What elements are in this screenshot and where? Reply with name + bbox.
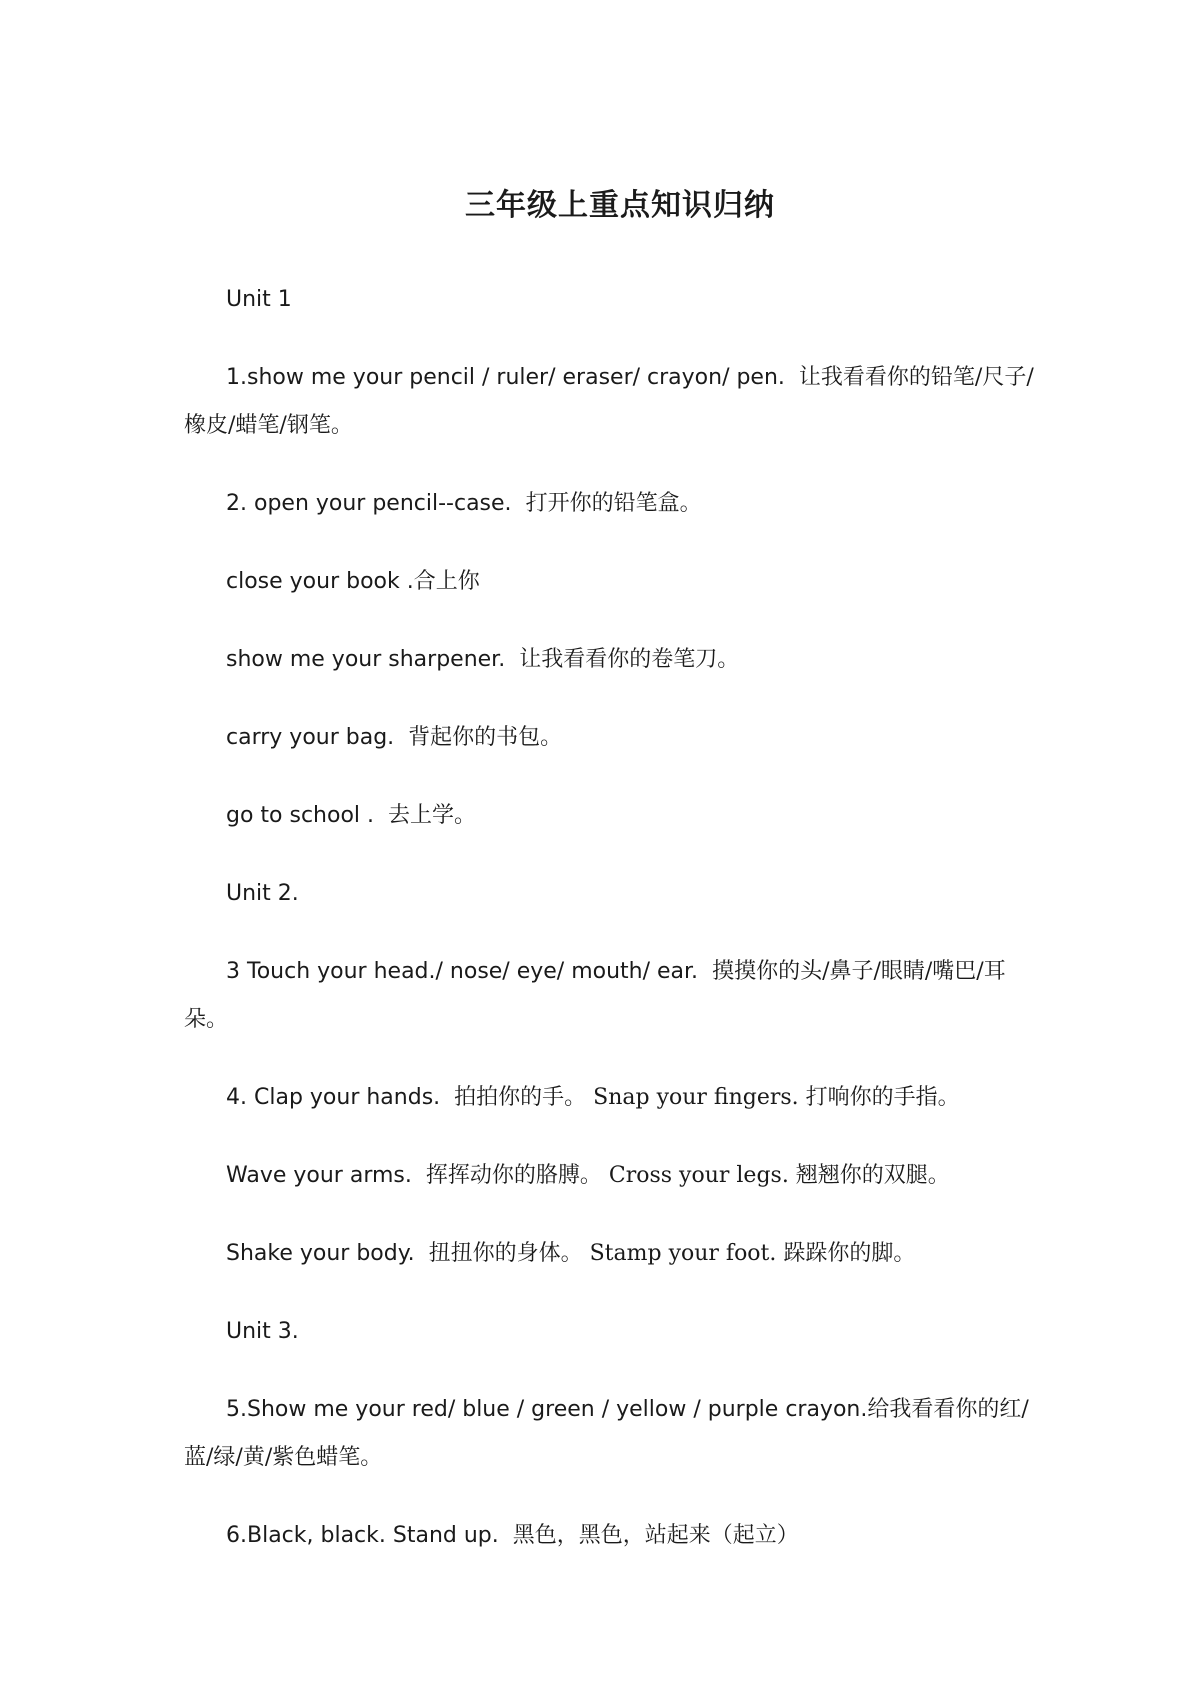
paragraph-unit-1 bbox=[184, 276, 1036, 324]
paragraph-en: 3 Touch your head./ nose/ eye/ mouth/ ear. bbox=[226, 959, 699, 984]
paragraph-en: Unit 1 bbox=[226, 287, 292, 312]
paragraph-zh: 给我看看你的红/蓝/绿/黄/紫色蜡笔。 bbox=[184, 1397, 1029, 1470]
paragraph-5 bbox=[184, 714, 1036, 762]
paragraph-zh: 去上学。 bbox=[388, 803, 477, 828]
paragraph-6 bbox=[184, 792, 1036, 840]
paragraph-zh: 拍拍你的手。 Snap your fingers. 打响你的手指。 bbox=[454, 1085, 960, 1110]
paragraph-en: 2. open your pencil--case. bbox=[226, 491, 512, 516]
paragraph-zh: 让我看看你的卷笔刀。 bbox=[519, 647, 740, 672]
paragraph-en: carry your bag. bbox=[226, 725, 395, 750]
paragraph-zh: 打开你的铅笔盒。 bbox=[525, 491, 702, 516]
paragraph-zh: 合上你 bbox=[413, 569, 480, 594]
paragraph-en: show me your sharpener. bbox=[226, 647, 506, 672]
paragraph-8 bbox=[184, 1074, 1036, 1122]
paragraph-en: close your book . bbox=[226, 569, 414, 594]
paragraph-en: 5.Show me your red/ blue / green / yellow / purple crayon. bbox=[226, 1397, 868, 1422]
document-body bbox=[184, 276, 1036, 1590]
paragraph-en: 6.Black, black. Stand up. bbox=[226, 1523, 499, 1548]
paragraph-en: 1.show me your pencil / ruler/ eraser/ crayon/ pen. bbox=[226, 365, 785, 390]
paragraph-zh: 摸摸你的头/鼻子/眼睛/嘴巴/耳朵。 bbox=[184, 959, 1006, 1032]
paragraph-7 bbox=[184, 948, 1036, 1044]
paragraph-en: Unit 3. bbox=[226, 1319, 299, 1344]
paragraph-9 bbox=[184, 1152, 1036, 1200]
paragraph-zh: 黑色，黑色，站起来（起立） bbox=[512, 1523, 799, 1548]
paragraph-12 bbox=[184, 1512, 1036, 1560]
paragraph-en: 4. Clap your hands. bbox=[226, 1085, 441, 1110]
paragraph-zh: 背起你的书包。 bbox=[408, 725, 563, 750]
paragraph-10 bbox=[184, 1230, 1036, 1278]
paragraph-2 bbox=[184, 480, 1036, 528]
paragraph-zh: 扭扭你的身体。 Stamp your foot. 跺跺你的脚。 bbox=[428, 1241, 916, 1266]
paragraph-en: Shake your body. bbox=[226, 1241, 415, 1266]
paragraph-unit-3 bbox=[184, 1308, 1036, 1356]
paragraph-1 bbox=[184, 354, 1036, 450]
paragraph-3 bbox=[184, 558, 1036, 606]
paragraph-4 bbox=[184, 636, 1036, 684]
paragraph-en: Unit 2. bbox=[226, 881, 299, 906]
paragraph-11 bbox=[184, 1386, 1036, 1482]
page-title: 三年级上重点知识归纳 bbox=[465, 188, 775, 223]
paragraph-en: Wave your arms. bbox=[226, 1163, 412, 1188]
paragraph-zh: 让我看看你的铅笔/尺子/橡皮/蜡笔/钢笔。 bbox=[184, 365, 1034, 438]
paragraph-zh: 挥挥动你的胳膊。 Cross your legs. 翘翘你的双腿。 bbox=[425, 1163, 950, 1188]
paragraph-en: go to school . bbox=[226, 803, 375, 828]
paragraph-unit-2 bbox=[184, 870, 1036, 918]
